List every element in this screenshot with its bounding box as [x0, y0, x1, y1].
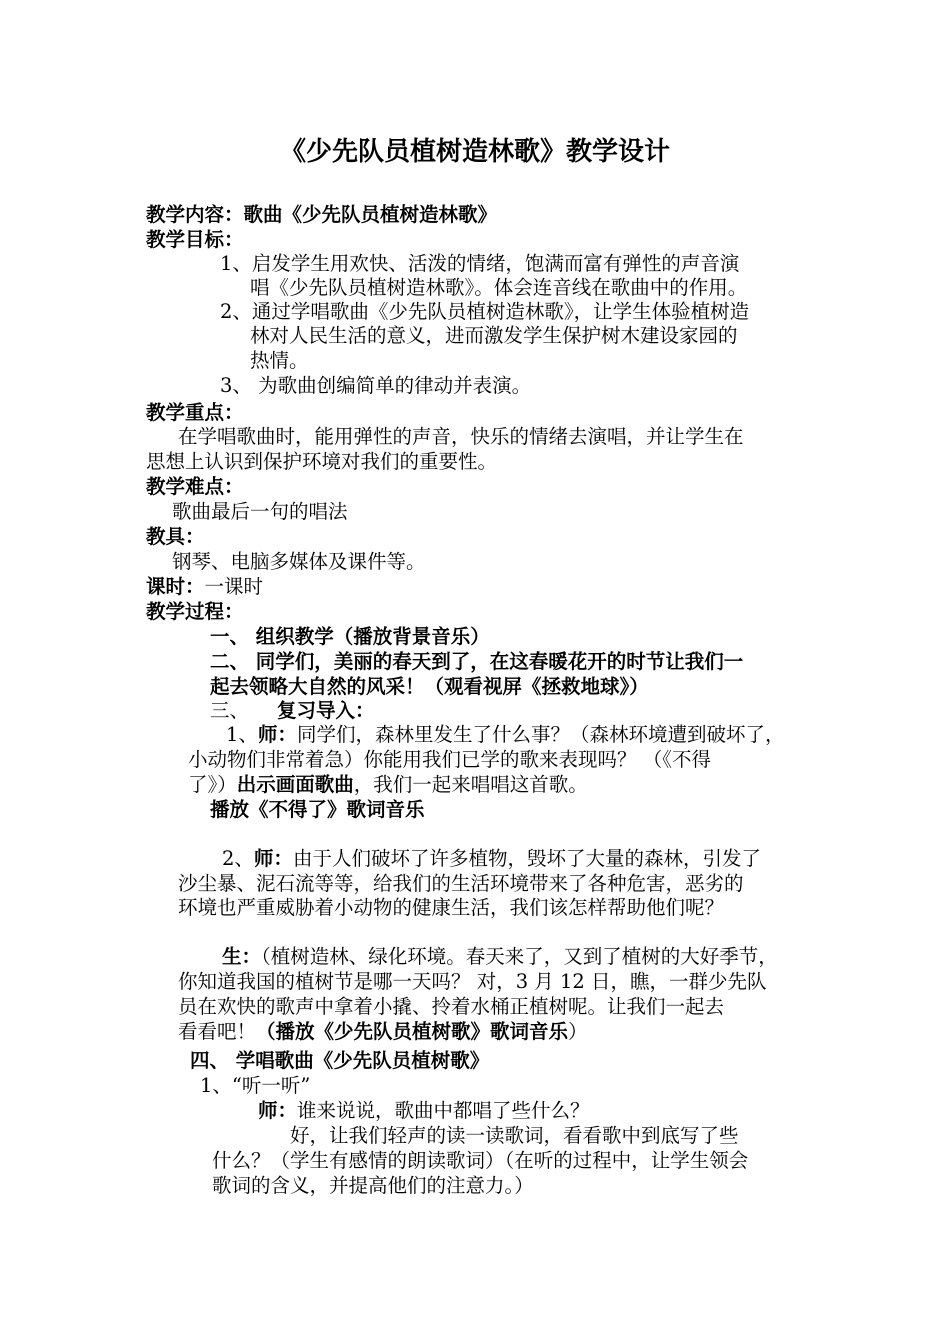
student-answer-line-2: 你知道我国的植树节是哪一天吗？ 对，3 月 12 日，瞧，一群少先队 — [178, 970, 767, 993]
student-answer-text-4: 看看吧！ — [178, 1020, 257, 1043]
read-lyrics-line-3: 歌词的含义，并提高他们的注意力。） — [212, 1174, 534, 1197]
process-step-4: 四、 学唱歌曲《少先队员植树歌》 — [190, 1049, 490, 1072]
tools-text: 钢琴、电脑多媒体及课件等。 — [172, 550, 426, 573]
process-step-3-number: 三、 — [210, 699, 250, 722]
goal-item-1-line-2: 唱《少先队员植树造林歌》。体会连音线在歌曲中的作用。 — [250, 276, 748, 299]
review-q2-text-1: 由于人们破坏了许多植物，毁坏了大量的森林，引发了 — [292, 847, 761, 870]
listen-heading: 1、“听一听” — [200, 1074, 311, 1097]
teacher-question-text: 谁来说说，歌曲中都唱了些什么？ — [297, 1099, 590, 1122]
difficulty-text: 歌曲最后一句的唱法 — [172, 500, 348, 523]
review-q2-prefix: 2、 — [222, 847, 254, 870]
read-lyrics-line-2: 什么？（学生有感情的朗读歌词）（在听的过程中，让学生领会 — [212, 1149, 749, 1172]
read-lyrics-line-1: 好，让我们轻声的读一读歌词，看看歌中到底写了些 — [290, 1124, 739, 1147]
student-answer-line-1 — [222, 944, 778, 969]
hours-line — [146, 574, 263, 599]
goal-item-2-line-2: 林对人民生活的意义，进而激发学生保护树木建设家园的 — [250, 324, 738, 347]
student-answer-line-4 — [178, 1019, 588, 1044]
review-q1-text-1: 同学们，森林里发生了什么事？（森林环境遭到破坏了， — [296, 723, 785, 746]
hours-label: 课时： — [146, 575, 205, 598]
hours-text: 一课时 — [204, 575, 264, 598]
review-q1-answer: 了》） — [188, 773, 237, 796]
student-answer-play: （播放《少先队员植树歌》歌词音乐 — [256, 1020, 569, 1043]
review-q2-speaker: 师： — [253, 847, 293, 870]
goals-label: 教学目标： — [146, 228, 244, 251]
process-label: 教学过程： — [146, 600, 244, 623]
review-q1-show: 出示画面歌曲 — [236, 773, 354, 796]
review-q1-tail: ，我们一起来唱唱这首歌。 — [353, 773, 588, 796]
review-q1-line-1 — [226, 722, 784, 747]
content-line — [146, 202, 497, 227]
goal-item-2-line-1: 2、通过学唱歌曲《少先队员植树造林歌》，让学生体验植树造 — [220, 300, 750, 323]
goal-item-3: 3、 为歌曲创编简单的律动并表演。 — [220, 374, 532, 397]
process-step-2-line-2: 起去领略大自然的风采！（观看视屏《拯救地球》） — [210, 675, 649, 698]
process-step-2-line-1: 二、 同学们，美丽的春天到了，在这春暖花开的时节让我们一 — [210, 650, 744, 673]
student-answer-text-1: （植树造林、绿化环境。春天来了，又到了植树的大好季节， — [261, 945, 778, 968]
review-q2-line-2: 沙尘暴、泥石流等等，给我们的生活环境带来了各种危害，恶劣的 — [178, 872, 744, 895]
goal-item-2-line-3: 热情。 — [250, 349, 309, 372]
page-title: 《少先队员植树造林歌》教学设计 — [279, 137, 670, 167]
review-q1-speaker: 师： — [257, 723, 297, 746]
tools-label: 教具： — [146, 525, 205, 548]
key-points-line-2: 思想上认识到保护环境对我们的重要性。 — [146, 450, 498, 473]
process-step-1: 一、 组织教学（播放背景音乐） — [210, 625, 490, 648]
review-q1-play: 播放《不得了》歌词音乐 — [210, 798, 425, 821]
goal-item-1-line-1: 1、启发学生用欢快、活泼的情绪，饱满而富有弹性的声音演 — [220, 252, 740, 275]
student-answer-close: ） — [568, 1020, 588, 1043]
process-step-3 — [210, 698, 375, 723]
student-speaker: 生： — [222, 945, 262, 968]
difficulty-label: 教学难点： — [146, 475, 244, 498]
teacher-question-line — [258, 1098, 590, 1123]
review-q2-line-3: 环境也严重威胁着小动物的健康生活，我们该怎样帮助他们呢？ — [178, 896, 725, 919]
review-q1-line-3 — [188, 772, 588, 797]
review-q2-line-1 — [222, 846, 761, 871]
teacher-speaker: 师： — [258, 1099, 298, 1122]
key-points-line-1: 在学唱歌曲时，能用弹性的声音，快乐的情绪去演唱，并让学生在 — [178, 425, 744, 448]
content-text: 歌曲《少先队员植树造林歌》 — [243, 203, 498, 226]
review-q1-line-2: 小动物们非常着急）你能用我们已学的歌来表现吗？ （《不得 — [188, 748, 711, 771]
process-step-3-title: 复习导入： — [277, 699, 375, 722]
review-q1-prefix: 1、 — [226, 723, 258, 746]
content-label: 教学内容： — [146, 203, 244, 226]
student-answer-line-3: 员在欢快的歌声中拿着小撬、拎着水桶正植树呢。让我们一起去 — [178, 995, 725, 1018]
key-points-label: 教学重点： — [146, 401, 244, 424]
